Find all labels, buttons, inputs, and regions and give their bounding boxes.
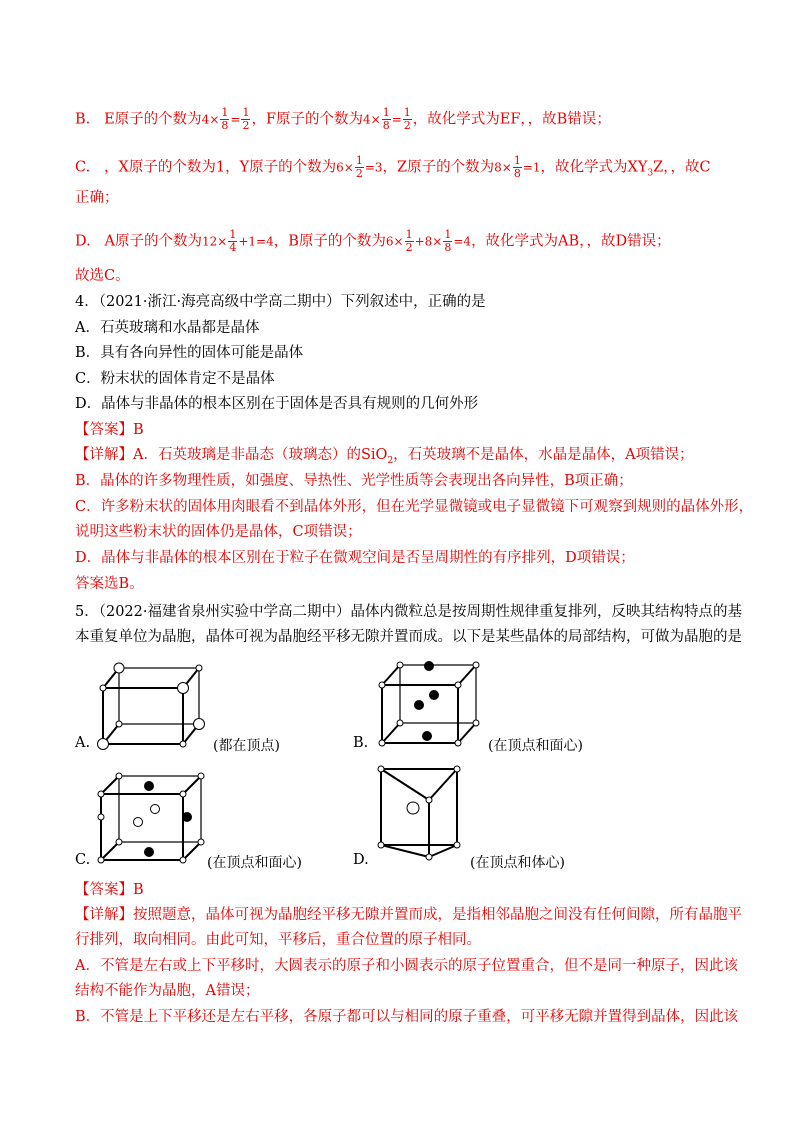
q4-detail-c1: C．许多粉末状的固体用肉眼看不到晶体外形，但在光学显微镜或电子显微镜下可观察到规则的晶体外形， <box>75 499 754 515</box>
prev-option-d: D. A原子的个数为12× $\frac{1}{4}$ +1=4，B原子的个数为6× $\frac{1}{2}$ +8× $\frac{1}{8}$ =4，故化学式为AB，，故D错误； <box>75 228 671 254</box>
crystal-figure-b <box>372 655 492 755</box>
crystal-figure-a <box>95 652 215 752</box>
q5-stem-2: 本重复单位为晶胞，晶体可视为晶胞经平移无隙并置而成。以下是某些晶体的局部结构，可做为晶胞的是 <box>75 629 742 645</box>
q4-conclusion: 答案选B。 <box>75 576 144 592</box>
q4-answer: 【答案】B <box>75 422 144 438</box>
q4-option-b: B．具有各向异性的固体可能是晶体 <box>75 345 304 361</box>
prev-conclusion: 故选C。 <box>75 268 130 284</box>
q5-option-b-label: B. <box>353 735 369 751</box>
q4-detail-d: D．晶体与非晶体的根本区别在于粒子在微观空间是否呈周期性的有序排列，D项错误； <box>75 550 635 566</box>
q5-detail-b1: B．不管是上下平移还是左右平移，各原子都可以与相同的原子重叠，可平移无隙并置得到晶体，因此该 <box>75 1009 739 1025</box>
q5-option-c-label: C. <box>75 852 91 868</box>
q4-detail-b: B．晶体的许多物理性质，如强度、导热性、光学性质等会表现出各向异性，B项正确； <box>75 473 633 489</box>
crystal-figure-c <box>95 770 215 870</box>
prev-option-b: B. E原子的个数为4× $\frac{1}{8}$ = $\frac{1}{2}$ ，F原子的个数为4× $\frac{1}{8}$ = $\frac{1}{2}$ ，故化学式为EF，，故B错误； <box>75 106 611 132</box>
q4-option-c: C．粉末状的固体肯定不是晶体 <box>75 371 275 387</box>
q5-answer: 【答案】B <box>75 882 144 898</box>
q5-detail-2: 行排列，取向相同。由此可知，平移后，重合位置的原子相同。 <box>75 932 481 948</box>
q5-detail-a2: 结构不能作为晶胞，A错误； <box>75 983 260 999</box>
q5-option-d-caption: (在顶点和体心) <box>470 855 565 871</box>
prev-option-c-cont: 正确； <box>75 190 119 206</box>
q5-option-a-label: A. <box>75 735 91 751</box>
q4-stem: 4．（2021·浙江·海亮高级中学高二期中）下列叙述中，正确的是 <box>75 294 486 310</box>
q5-option-c-caption: (在顶点和面心) <box>207 855 302 871</box>
q5-detail-a1: A．不管是左右或上下平移时，大圆表示的原子和小圆表示的原子位置重合，但不是同一种原子，因此该 <box>75 958 738 974</box>
q5-detail-1: 【详解】按照题意，晶体可视为晶胞经平移无隙并置而成，是指相邻晶胞之间没有任何间隙，所有晶胞平 <box>75 907 742 923</box>
q5-stem-1: 5．（2022·福建省泉州实验中学高二期中）晶体内微粒总是按周期性规律重复排列，反映其结构特点的基 <box>75 604 742 620</box>
q4-option-d: D．晶体与非晶体的根本区别在于固体是否具有规则的几何外形 <box>75 396 479 412</box>
crystal-figure-d <box>372 760 472 870</box>
q4-option-a: A．石英玻璃和水晶都是晶体 <box>75 320 260 336</box>
q4-detail-c2: 说明这些粉末状的固体仍是晶体，C项错误； <box>75 524 362 540</box>
prev-option-c: C. ，X原子的个数为1，Y原子的个数为6× $\frac{1}{2}$ =3，Z原子的个数为8× $\frac{1}{8}$ =1，故化学式为$XY_3Z$，，故C <box>75 154 711 180</box>
q5-option-d-label: D. <box>353 852 369 868</box>
q5-option-a-caption: (都在顶点) <box>213 738 280 754</box>
q5-option-b-caption: (在顶点和面心) <box>488 738 583 754</box>
q4-detail-a: 【详解】A．石英玻璃是非晶态（玻璃态）的SiO$_2$，石英玻璃不是晶体，水晶是晶体，A项错误； <box>75 447 694 466</box>
